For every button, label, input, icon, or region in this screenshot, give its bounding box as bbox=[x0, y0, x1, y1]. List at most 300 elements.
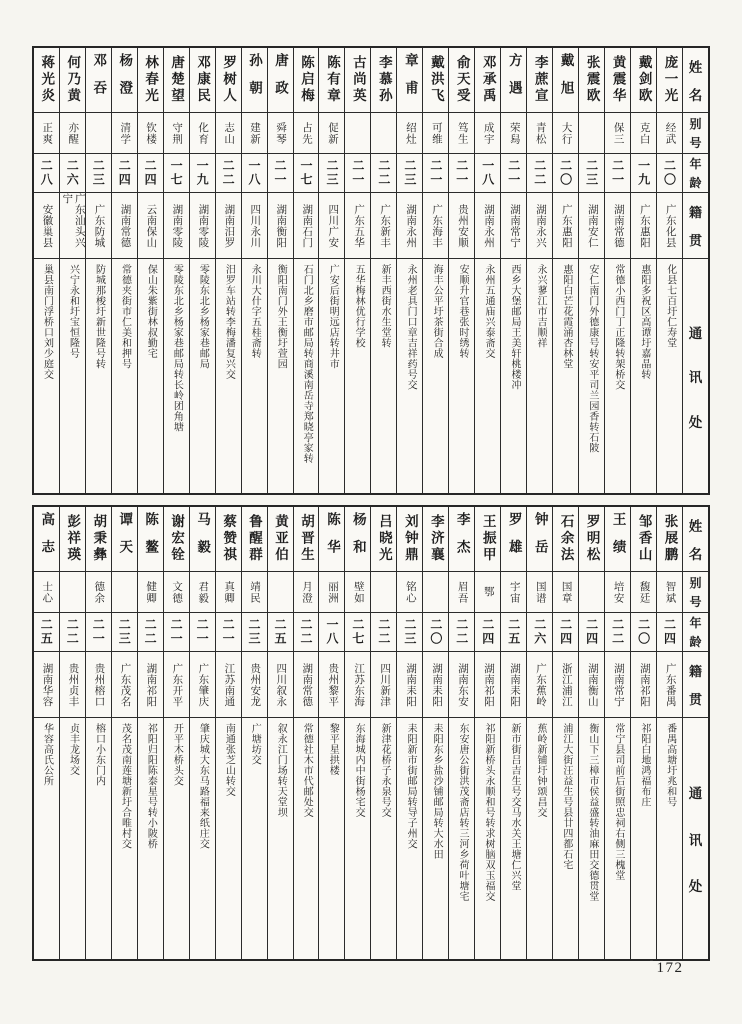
name-cell bbox=[86, 507, 111, 571]
origin-cell bbox=[242, 192, 267, 258]
address-cell bbox=[423, 258, 448, 493]
name-cell bbox=[60, 48, 85, 112]
origin-cell bbox=[371, 192, 396, 258]
header-char: 名 bbox=[688, 88, 703, 103]
alias-text: 壁如 bbox=[352, 580, 364, 604]
name-cell bbox=[657, 507, 682, 571]
alias-cell bbox=[345, 571, 370, 612]
person-column bbox=[526, 507, 552, 959]
alias-cell bbox=[294, 112, 319, 153]
origin-cell bbox=[86, 192, 111, 258]
person-column bbox=[474, 507, 500, 959]
origin-text: 广东汕头兴宁 bbox=[61, 193, 85, 248]
age-cell bbox=[657, 612, 682, 651]
age-cell bbox=[294, 153, 319, 192]
origin-cell bbox=[60, 651, 85, 717]
person-column bbox=[318, 507, 344, 959]
address-text: 蕉岭新铺圩钟颂昌交 bbox=[534, 723, 546, 818]
name-cell bbox=[190, 48, 215, 112]
name-cell bbox=[60, 507, 85, 571]
age-cell bbox=[449, 153, 474, 192]
address-cell bbox=[527, 258, 552, 493]
origin-text: 江苏南通 bbox=[223, 662, 235, 707]
address-cell bbox=[345, 717, 370, 959]
address-cell bbox=[449, 717, 474, 959]
alias-cell bbox=[605, 112, 630, 153]
origin-text: 广东蕉岭 bbox=[534, 662, 546, 707]
name-text: 戴旭 bbox=[558, 52, 574, 108]
age-text: 二三 bbox=[402, 159, 417, 187]
header-char: 通 bbox=[688, 325, 703, 341]
origin-text: 湖南祁阳 bbox=[483, 662, 495, 707]
alias-text: 真卿 bbox=[223, 580, 235, 604]
person-column bbox=[396, 48, 422, 493]
origin-cell bbox=[164, 651, 189, 717]
name-text: 陈启梅 bbox=[298, 55, 314, 105]
alias-cell bbox=[605, 571, 630, 612]
name-cell bbox=[423, 507, 448, 571]
address-cell bbox=[579, 258, 604, 493]
name-text: 陈华 bbox=[324, 511, 340, 567]
name-cell bbox=[397, 507, 422, 571]
origin-cell bbox=[605, 651, 630, 717]
name-cell bbox=[605, 48, 630, 112]
name-cell bbox=[527, 48, 552, 112]
address-text: 广塘坊交 bbox=[249, 723, 261, 765]
alias-text: 促新 bbox=[326, 121, 338, 145]
alias-cell bbox=[371, 571, 396, 612]
origin-text: 湖南常德 bbox=[301, 662, 313, 707]
origin-text: 广东化县 bbox=[664, 203, 676, 248]
age-cell bbox=[86, 153, 111, 192]
age-text: 二三 bbox=[247, 618, 262, 646]
name-cell bbox=[268, 507, 293, 571]
origin-text: 四川新津 bbox=[379, 662, 391, 707]
alias-cell bbox=[242, 571, 267, 612]
age-cell bbox=[605, 153, 630, 192]
person-column bbox=[500, 48, 526, 493]
age-cell bbox=[371, 612, 396, 651]
header-age-text bbox=[683, 154, 708, 192]
address-cell bbox=[501, 258, 526, 493]
name-cell bbox=[553, 48, 578, 112]
age-cell bbox=[319, 153, 344, 192]
age-text: 二二 bbox=[143, 618, 158, 646]
origin-cell bbox=[657, 192, 682, 258]
address-cell bbox=[553, 258, 578, 493]
name-cell bbox=[475, 48, 500, 112]
name-cell bbox=[294, 48, 319, 112]
age-text: 二一 bbox=[195, 618, 210, 646]
header-char: 别 bbox=[689, 576, 702, 590]
name-cell bbox=[164, 507, 189, 571]
alias-cell bbox=[112, 571, 137, 612]
address-text: 耒阳新市街邮局转导子州交 bbox=[405, 723, 417, 849]
header-column bbox=[682, 48, 708, 493]
address-cell bbox=[371, 717, 396, 959]
origin-cell bbox=[527, 192, 552, 258]
name-cell bbox=[553, 507, 578, 571]
register-table-bottom bbox=[32, 505, 710, 961]
alias-cell bbox=[579, 571, 604, 612]
alias-cell bbox=[86, 112, 111, 153]
person-column bbox=[526, 48, 552, 493]
name-text: 俞天受 bbox=[454, 55, 470, 105]
header-age-label bbox=[683, 153, 708, 192]
origin-text: 广东番禺 bbox=[664, 662, 676, 707]
age-cell bbox=[475, 612, 500, 651]
address-text: 茂名茂南莲塘新圩合唯村交 bbox=[119, 723, 131, 849]
age-cell bbox=[553, 612, 578, 651]
age-cell bbox=[216, 153, 241, 192]
origin-cell bbox=[34, 651, 59, 717]
origin-text: 广东新丰 bbox=[379, 203, 391, 248]
address-text: 贞丰龙场交 bbox=[67, 723, 79, 776]
address-cell bbox=[242, 717, 267, 959]
name-text: 蔡赞祺 bbox=[221, 514, 237, 564]
origin-text: 湖南祁阳 bbox=[145, 662, 157, 707]
origin-text: 广东防城 bbox=[93, 203, 105, 248]
origin-text: 湖南永州 bbox=[483, 203, 495, 248]
alias-cell bbox=[268, 112, 293, 153]
header-char: 别 bbox=[689, 117, 702, 131]
age-cell bbox=[345, 612, 370, 651]
age-cell bbox=[631, 153, 656, 192]
person-column bbox=[85, 48, 111, 493]
name-cell bbox=[86, 48, 111, 112]
origin-text: 广东开平 bbox=[171, 662, 183, 707]
alias-text: 健卿 bbox=[145, 580, 157, 604]
alias-cell bbox=[657, 112, 682, 153]
age-text: 二二 bbox=[610, 618, 625, 646]
age-text: 一八 bbox=[480, 159, 495, 187]
age-cell bbox=[268, 612, 293, 651]
name-text: 陈鳌 bbox=[143, 511, 159, 567]
alias-cell bbox=[60, 112, 85, 153]
age-text: 二六 bbox=[532, 618, 547, 646]
address-text: 浦江大街汪益生号县廿四都石宅 bbox=[560, 723, 572, 870]
person-column bbox=[422, 48, 448, 493]
alias-text: 国谱 bbox=[534, 580, 546, 604]
name-text: 王绩 bbox=[610, 511, 626, 567]
header-char: 处 bbox=[688, 878, 703, 894]
address-cell bbox=[190, 717, 215, 959]
origin-cell bbox=[242, 651, 267, 717]
origin-text: 湖南耒阳 bbox=[405, 662, 417, 707]
address-cell bbox=[605, 717, 630, 959]
name-cell bbox=[164, 48, 189, 112]
person-column bbox=[656, 507, 682, 959]
address-cell bbox=[657, 717, 682, 959]
name-text: 黄亚伯 bbox=[273, 514, 289, 564]
person-column bbox=[448, 48, 474, 493]
name-cell bbox=[138, 48, 163, 112]
address-cell bbox=[553, 717, 578, 959]
name-text: 罗树人 bbox=[221, 55, 237, 105]
age-text: 二一 bbox=[273, 159, 288, 187]
name-text: 李济襄 bbox=[428, 514, 444, 564]
age-cell bbox=[501, 153, 526, 192]
origin-cell bbox=[319, 651, 344, 717]
alias-cell bbox=[242, 112, 267, 153]
age-cell bbox=[371, 153, 396, 192]
age-text: 二一 bbox=[91, 618, 106, 646]
alias-cell bbox=[138, 571, 163, 612]
name-cell bbox=[190, 507, 215, 571]
name-text: 李杰 bbox=[454, 511, 470, 567]
name-cell bbox=[579, 48, 604, 112]
alias-cell bbox=[60, 571, 85, 612]
header-char: 年 bbox=[689, 157, 702, 172]
person-column bbox=[448, 507, 474, 959]
header-origin-label bbox=[683, 192, 708, 258]
header-age-label bbox=[683, 612, 708, 651]
alias-text: 笃生 bbox=[456, 121, 468, 145]
person-column bbox=[604, 48, 630, 493]
person-column bbox=[370, 507, 396, 959]
alias-text: 可维 bbox=[430, 121, 442, 145]
origin-cell bbox=[579, 651, 604, 717]
name-cell bbox=[631, 507, 656, 571]
origin-text: 贵州黎平 bbox=[327, 662, 339, 707]
header-name-label bbox=[683, 507, 708, 571]
alias-cell bbox=[449, 112, 474, 153]
person-column bbox=[552, 507, 578, 959]
name-cell bbox=[397, 48, 422, 112]
alias-text: 守荆 bbox=[171, 121, 183, 145]
name-cell bbox=[605, 507, 630, 571]
name-cell bbox=[34, 48, 59, 112]
age-text: 二一 bbox=[221, 618, 236, 646]
alias-text: 士心 bbox=[41, 580, 53, 604]
name-cell bbox=[216, 48, 241, 112]
name-cell bbox=[371, 48, 396, 112]
alias-cell bbox=[475, 571, 500, 612]
address-cell bbox=[631, 717, 656, 959]
address-cell bbox=[319, 258, 344, 493]
alias-cell bbox=[319, 112, 344, 153]
age-cell bbox=[242, 612, 267, 651]
age-text: 二四 bbox=[662, 618, 677, 646]
address-text: 汨罗车站转李梅潘复兴交 bbox=[223, 264, 235, 380]
origin-text: 江苏东海 bbox=[353, 662, 365, 707]
origin-cell bbox=[657, 651, 682, 717]
origin-cell bbox=[190, 192, 215, 258]
header-alias-text bbox=[683, 113, 708, 153]
origin-text: 云南保山 bbox=[145, 203, 157, 248]
age-cell bbox=[164, 612, 189, 651]
age-cell bbox=[397, 153, 422, 192]
person-column bbox=[111, 48, 137, 493]
alias-cell bbox=[449, 571, 474, 612]
address-text: 巢县南门浮桥口刘少庭交 bbox=[41, 264, 53, 380]
address-text: 常德夹街市仁美和押号 bbox=[119, 264, 131, 369]
address-text: 耒阳东乡盐沙铺邮局转大水田 bbox=[431, 723, 443, 860]
header-address-label bbox=[683, 258, 708, 493]
name-text: 杨澄 bbox=[117, 52, 133, 108]
name-cell bbox=[138, 507, 163, 571]
address-cell bbox=[423, 717, 448, 959]
age-text: 二〇 bbox=[636, 618, 651, 646]
address-cell bbox=[449, 258, 474, 493]
header-age-text bbox=[683, 613, 708, 651]
alias-text: 占先 bbox=[300, 121, 312, 145]
name-cell bbox=[631, 48, 656, 112]
origin-cell bbox=[449, 192, 474, 258]
name-text: 孙朝 bbox=[247, 52, 263, 108]
age-text: 二一 bbox=[169, 618, 184, 646]
alias-text: 君毅 bbox=[197, 580, 209, 604]
header-char: 名 bbox=[688, 547, 703, 562]
origin-cell bbox=[501, 651, 526, 717]
alias-text: 培安 bbox=[612, 580, 624, 604]
alias-text: 钦楼 bbox=[145, 121, 157, 145]
origin-cell bbox=[216, 192, 241, 258]
address-text: 祁阳归阳陈泰星号转小陂桥 bbox=[145, 723, 157, 849]
alias-text: 德余 bbox=[93, 580, 105, 604]
name-text: 李慕孙 bbox=[376, 55, 392, 105]
name-cell bbox=[449, 507, 474, 571]
header-char: 籍 bbox=[689, 664, 703, 679]
name-text: 邓吞 bbox=[91, 52, 107, 108]
age-text: 二五 bbox=[39, 618, 54, 646]
name-text: 彭祥瑛 bbox=[65, 514, 81, 564]
age-cell bbox=[242, 153, 267, 192]
name-text: 戴洪飞 bbox=[428, 55, 444, 105]
address-cell bbox=[294, 258, 319, 493]
name-cell bbox=[579, 507, 604, 571]
origin-text: 广东五华 bbox=[353, 203, 365, 248]
origin-text: 湖南耒阳 bbox=[508, 662, 520, 707]
name-cell bbox=[268, 48, 293, 112]
header-address-text bbox=[683, 718, 708, 959]
alias-text: 克白 bbox=[638, 121, 650, 145]
name-text: 罗明松 bbox=[584, 514, 600, 564]
name-text: 罗雄 bbox=[506, 511, 522, 567]
age-cell bbox=[657, 153, 682, 192]
person-column bbox=[293, 48, 319, 493]
origin-cell bbox=[345, 192, 370, 258]
origin-text: 湖南石门 bbox=[301, 203, 313, 248]
age-text: 二一 bbox=[506, 159, 521, 187]
origin-text: 广东惠阳 bbox=[560, 203, 572, 248]
origin-cell bbox=[138, 651, 163, 717]
age-text: 二一 bbox=[428, 159, 443, 187]
alias-cell bbox=[190, 112, 215, 153]
origin-text: 四川永川 bbox=[249, 203, 261, 248]
name-text: 邓承禹 bbox=[480, 55, 496, 105]
origin-text: 湖南耒阳 bbox=[431, 662, 443, 707]
person-column bbox=[552, 48, 578, 493]
name-text: 方遇 bbox=[506, 52, 522, 108]
address-text: 衡山下三樟市侯益盛转油麻田交德贯堂 bbox=[586, 723, 598, 902]
name-cell bbox=[319, 507, 344, 571]
alias-cell bbox=[553, 112, 578, 153]
origin-text: 湖南常宁 bbox=[508, 203, 520, 248]
age-cell bbox=[164, 153, 189, 192]
person-column bbox=[59, 507, 85, 959]
age-cell bbox=[34, 612, 59, 651]
origin-cell bbox=[475, 651, 500, 717]
name-text: 马毅 bbox=[195, 511, 211, 567]
age-text: 二〇 bbox=[662, 159, 677, 187]
address-cell bbox=[242, 258, 267, 493]
name-cell bbox=[112, 507, 137, 571]
address-cell bbox=[501, 717, 526, 959]
name-cell bbox=[501, 507, 526, 571]
age-text: 二三 bbox=[584, 159, 599, 187]
age-text: 二八 bbox=[39, 159, 54, 187]
header-char: 姓 bbox=[688, 519, 703, 534]
age-cell bbox=[553, 153, 578, 192]
age-cell bbox=[294, 612, 319, 651]
age-text: 二三 bbox=[117, 618, 132, 646]
header-char: 年 bbox=[689, 616, 702, 631]
origin-cell bbox=[397, 192, 422, 258]
address-cell bbox=[34, 717, 59, 959]
address-text: 常德社木市代邮处交 bbox=[301, 723, 313, 818]
header-char: 处 bbox=[688, 414, 703, 430]
address-cell bbox=[138, 258, 163, 493]
age-text: 二三 bbox=[402, 618, 417, 646]
name-text: 胡晋生 bbox=[298, 514, 314, 564]
register-table-top bbox=[32, 46, 710, 495]
age-cell bbox=[60, 153, 85, 192]
address-text: 零陵东北乡杨家巷邮局 bbox=[197, 264, 209, 369]
alias-cell bbox=[657, 571, 682, 612]
name-text: 陈有章 bbox=[324, 55, 340, 105]
person-column bbox=[578, 507, 604, 959]
person-column bbox=[630, 48, 656, 493]
name-text: 邹香山 bbox=[636, 514, 652, 564]
origin-text: 湖南永兴 bbox=[534, 203, 546, 248]
origin-text: 广东海丰 bbox=[431, 203, 443, 248]
name-text: 何乃黄 bbox=[65, 55, 81, 105]
header-char: 龄 bbox=[689, 175, 702, 190]
origin-text: 四川叙永 bbox=[275, 662, 287, 707]
address-text: 广安后街明远店转井市 bbox=[327, 264, 339, 369]
age-text: 二一 bbox=[610, 159, 625, 187]
address-text: 永州老具门口章吉祥药号交 bbox=[405, 264, 417, 390]
address-cell bbox=[631, 258, 656, 493]
name-text: 鲁醒群 bbox=[247, 514, 263, 564]
name-text: 胡秉彝 bbox=[91, 514, 107, 564]
origin-text: 四川广安 bbox=[327, 203, 339, 248]
address-text: 肇庆城大东马路福来纸庄交 bbox=[197, 723, 209, 849]
person-column bbox=[59, 48, 85, 493]
alias-cell bbox=[397, 571, 422, 612]
person-column bbox=[630, 507, 656, 959]
age-cell bbox=[190, 153, 215, 192]
address-cell bbox=[138, 717, 163, 959]
address-cell bbox=[579, 717, 604, 959]
address-text: 永州五通庙兴泰斋交 bbox=[483, 264, 495, 359]
address-text: 永川大什字五桂斋转 bbox=[249, 264, 261, 359]
origin-text: 湖南衡山 bbox=[586, 662, 598, 707]
alias-text: 铭心 bbox=[404, 580, 416, 604]
origin-cell bbox=[605, 192, 630, 258]
origin-cell bbox=[268, 651, 293, 717]
origin-text: 湖南衡阳 bbox=[275, 203, 287, 248]
name-cell bbox=[319, 48, 344, 112]
age-text: 二二 bbox=[376, 618, 391, 646]
header-char: 号 bbox=[689, 136, 702, 150]
person-column bbox=[344, 507, 370, 959]
address-text: 永兴蓼江市吉顺祥 bbox=[534, 264, 546, 348]
header-origin-text bbox=[683, 652, 708, 717]
origin-text: 贵州安龙 bbox=[249, 662, 261, 707]
name-text: 吕晓光 bbox=[376, 514, 392, 564]
